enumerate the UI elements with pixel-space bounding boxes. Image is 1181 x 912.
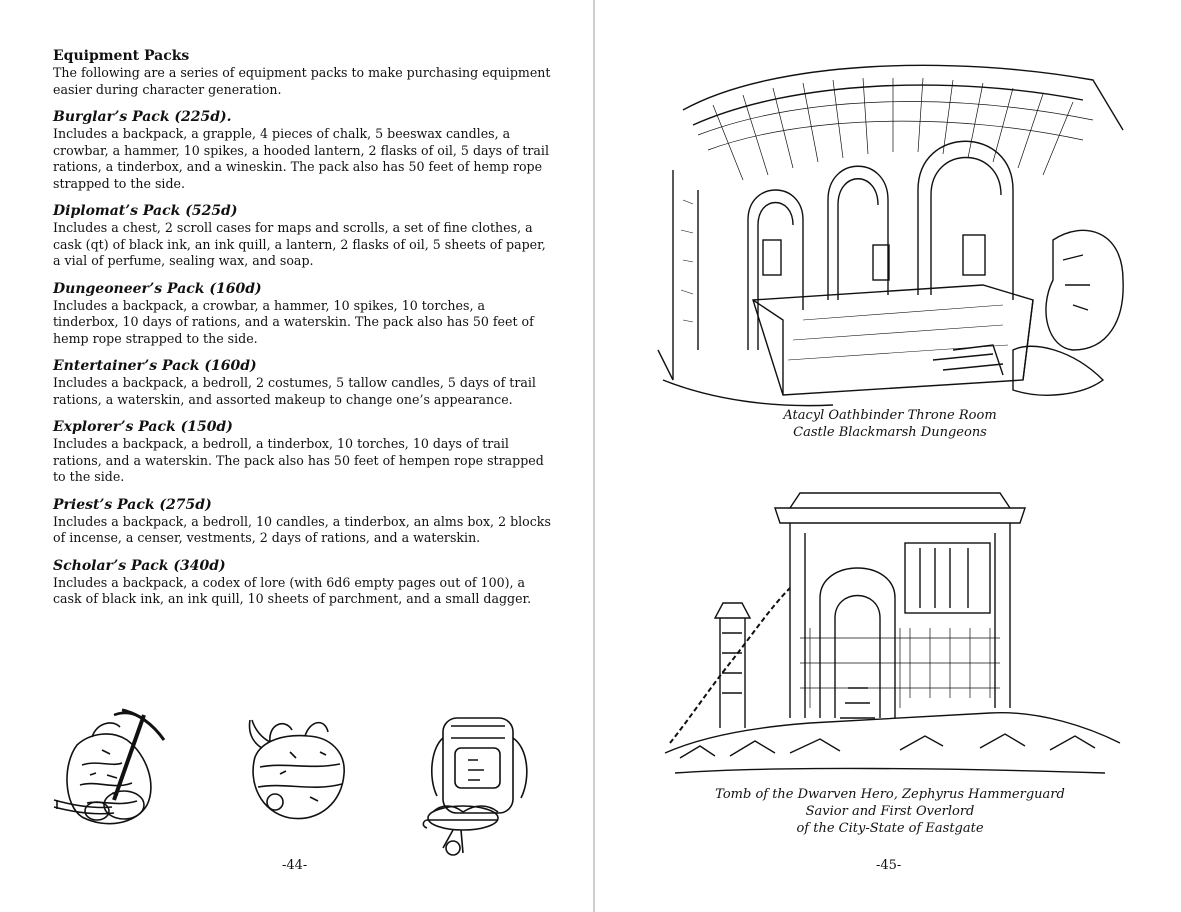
equipment-packs-section — [53, 48, 553, 608]
round-satchel-illustration — [240, 712, 355, 827]
pack-entertainer — [53, 358, 553, 408]
pack-title: Scholar’s Pack (340d) — [53, 557, 226, 574]
pack-dungeoneer — [53, 281, 553, 348]
pack-title: Priest’s Pack (275d) — [53, 496, 212, 513]
caption-line: of the City-State of Eastgate — [796, 821, 984, 836]
pack-description: Includes a backpack, a codex of lore (with 6d6 empty pages out of 100), a cask of black ink, an ink quill, 10 sheets of parchment, and a small dagger. — [53, 574, 532, 606]
caption-line: Savior and First Overlord — [805, 804, 975, 819]
pack-title: Explorer’s Pack (150d) — [53, 419, 233, 435]
pack-explorer — [53, 419, 553, 486]
pack-description: Includes a chest, 2 scroll cases for maps and scrolls, a set of fine clothes, a cask (qt) of black ink, an ink quill, a lantern, 2 flasks of oil, 5 sheets of paper, a vial of perfume, sealing wax, and soap. — [53, 220, 546, 268]
pack-title: Diplomat’s Pack (525d) — [53, 203, 238, 219]
caption-throne-room — [715, 407, 1065, 441]
section-intro: The following are a series of equipment packs to make purchasing equipment easier during character generation. — [53, 65, 551, 97]
pack-title: Entertainer’s Pack (160d) — [53, 358, 257, 374]
pack-burglar — [53, 109, 553, 192]
page-number-left: -44- — [282, 858, 308, 873]
section-heading: Equipment Packs — [53, 48, 190, 64]
caption-dwarven-tomb — [685, 786, 1095, 837]
throne-room-illustration — [653, 50, 1133, 412]
pack-diplomat — [53, 203, 553, 270]
dwarven-tomb-illustration — [650, 488, 1130, 780]
pack-title: Dungeoneer’s Pack (160d) — [53, 280, 262, 297]
pack-scholar — [53, 558, 553, 608]
backpack-with-pickaxe-illustration — [52, 705, 182, 835]
pack-description: Includes a backpack, a bedroll, 2 costumes, 5 tallow candles, 5 days of trail rations, a waterskin, and assorted makeup to change one’s appearance. — [53, 375, 536, 407]
pack-priest — [53, 497, 553, 547]
pack-description: Includes a backpack, a crowbar, a hammer, 10 spikes, 10 torches, a tinderbox, 10 days of rations, and a waterskin. The pack also has 50 feet of hemp rope strapped to the side. — [53, 297, 534, 346]
caption-line: Atacyl Oathbinder Throne Room — [783, 408, 997, 423]
pack-description: Includes a backpack, a bedroll, a tinderbox, 10 torches, 10 days of trail rations, and a waterskin. The pack also has 50 feet of hempen rope strapped to the side. — [53, 436, 544, 484]
caption-line: Tomb of the Dwarven Hero, Zephyrus Hammerguard — [715, 787, 1065, 802]
right-page — [595, 0, 1181, 912]
page-number-right: -45- — [876, 858, 902, 873]
pack-description: Includes a backpack, a bedroll, 10 candles, a tinderbox, an alms box, 2 blocks of incense, a censer, vestments, 2 days of rations, and a waterskin. — [53, 513, 551, 545]
pack-description: Includes a backpack, a grapple, 4 pieces of chalk, 5 beeswax candles, a crowbar, a hammer, 10 spikes, a hooded lantern, 2 flasks of oil, 5 days of trail rations, a tinderbox, and a wineskin. The pack also has 50 feet of hemp rope strapped to the side. — [53, 126, 549, 191]
pack-title: Burglar’s Pack (225d). — [53, 109, 232, 125]
framed-pack-with-bedroll-illustration — [413, 708, 538, 858]
caption-line: Castle Blackmarsh Dungeons — [793, 425, 987, 440]
